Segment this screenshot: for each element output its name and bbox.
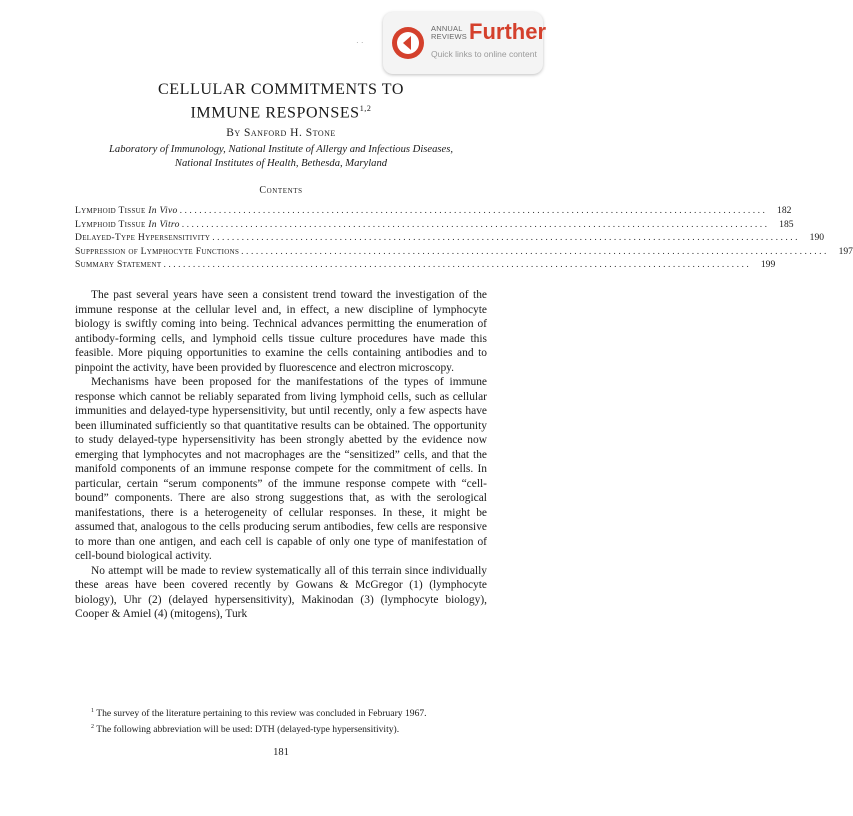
badge-subtitle: Quick links to online content [431,49,537,59]
title-line-2-text: IMMUNE RESPONSES [190,104,360,122]
author-line [0,127,562,139]
toc-leader-dots: ........................................................................................................................ [181,218,770,230]
toc-entry-page: 197 [838,245,853,257]
scan-speck: · · [356,38,364,47]
page-number: 181 [273,747,289,758]
toc-entry-label: Summary Statement [75,259,162,271]
body-paragraph: Mechanisms have been proposed for the manifestations of the types of immune response which cannot be reliably separated from living lymphoid cells, such as cellular immunities and delayed-type hypersensitivity, but until recently, only a few aspects have been illuminated sufficiently so that quantitative results can be obtained. The opportunity to study delayed-type hypersensitivity has been strongly abetted by the evidence now emerging that lymphocytes and not macrophages are the “sensitized” cells, and that the manifold components of an immune response compete for the commitment of cells. In particular, certain “serum components” of the immune response compete with “cell-bound” components. There are also strong suggestions that, as with the serological manifestations, there is a heterogeneity of cellular responses. In these, it might be assumed that, analogous to the cells producing serum antibodies, few cells are responsive to more than one antigen, and each cell is capable of only one type of manifestation of cell-bound biological activity. [75,376,487,562]
affiliation-line-1: Laboratory of Immunology, National Institute of Allergy and Infectious Diseases, [109,144,453,155]
article-title [0,80,562,122]
toc-leader-dots: ........................................................................................................................ [241,245,829,257]
title-footnote-marks: 1,2 [359,104,372,113]
affiliation [40,143,522,171]
toc-entry[interactable] [75,205,792,219]
title-line-2 [0,99,562,122]
contents-heading: Contents [259,185,303,196]
footnote-mark: 1 [91,708,94,714]
toc-entry-page: 190 [809,232,825,244]
toc-entry-label: Lymphoid Tissue In Vivo [75,205,178,216]
footnote [75,705,487,721]
toc-entry-page: 182 [777,205,792,216]
title-line-1: CELLULAR COMMITMENTS TO [157,81,405,98]
toc-entry[interactable] [75,218,794,233]
badge-reviews: REVIEWS [431,32,467,41]
play-arrow-icon [391,26,425,60]
toc-entry-label: Delayed-Type Hypersensitivity [75,232,211,244]
body-paragraph: No attempt will be made to review systematically all of this terrain since individually these areas have been covered recently by Gowans & McGregor (1) (lymphocyte biology), Uhr (2) (delayed hypersensitivity), Makinodan (3) (lymphocyte biology), Cooper & Amiel (4) (mitogens), Turk [75,564,487,620]
toc-entry-label: Lymphoid Tissue In Vitro [75,218,180,230]
further-badge[interactable] [383,12,546,74]
toc-leader-dots: ........................................................................................................................ [212,232,801,244]
footnote [75,721,487,737]
toc-leader-dots: ........................................................................................................................ [163,259,752,271]
body-paragraph: The past several years have seen a consistent trend toward the investigation of the immune response at the cellular level and, in effect, a new discipline of lymphocyte biology is swiftly coming into being. Technical advances permitting the enumeration of antibody-forming cells, and lymphoid cells tissue culture procedures have made this feasible. More piquing opportunities to examine the cells containing antibodies and to pinpoint the activity, have been provided by fluorescence and electron microscopy. [75,289,487,374]
toc-entry[interactable] [75,259,776,273]
footnote-mark: 2 [91,723,94,730]
toc-entry-page: 199 [760,259,776,271]
article-body [75,288,487,622]
toc-leader-dots: ........................................................................................................................ [179,205,768,216]
affiliation-line-2: National Institutes of Health, Bethesda, Maryland [174,158,388,169]
toc-entry-page: 185 [779,218,794,230]
badge-annual: ANNUAL [431,24,463,33]
footnotes [75,705,487,737]
toc-entry[interactable] [75,245,853,260]
badge-further: Further [469,19,546,44]
annual-reviews-logo-text [431,25,467,41]
author-name: By Sanford H. Stone [226,127,336,139]
toc-entry-label: Suppression of Lymphocyte Functions [75,245,240,257]
toc-entry[interactable] [75,232,825,246]
footnote-text: The following abbreviation will be used: DTH (delayed-type hypersensitivity). [94,723,400,735]
footnote-text: The survey of the literature pertaining to this review was concluded in February 1967. [94,708,427,720]
table-of-contents [75,205,853,273]
